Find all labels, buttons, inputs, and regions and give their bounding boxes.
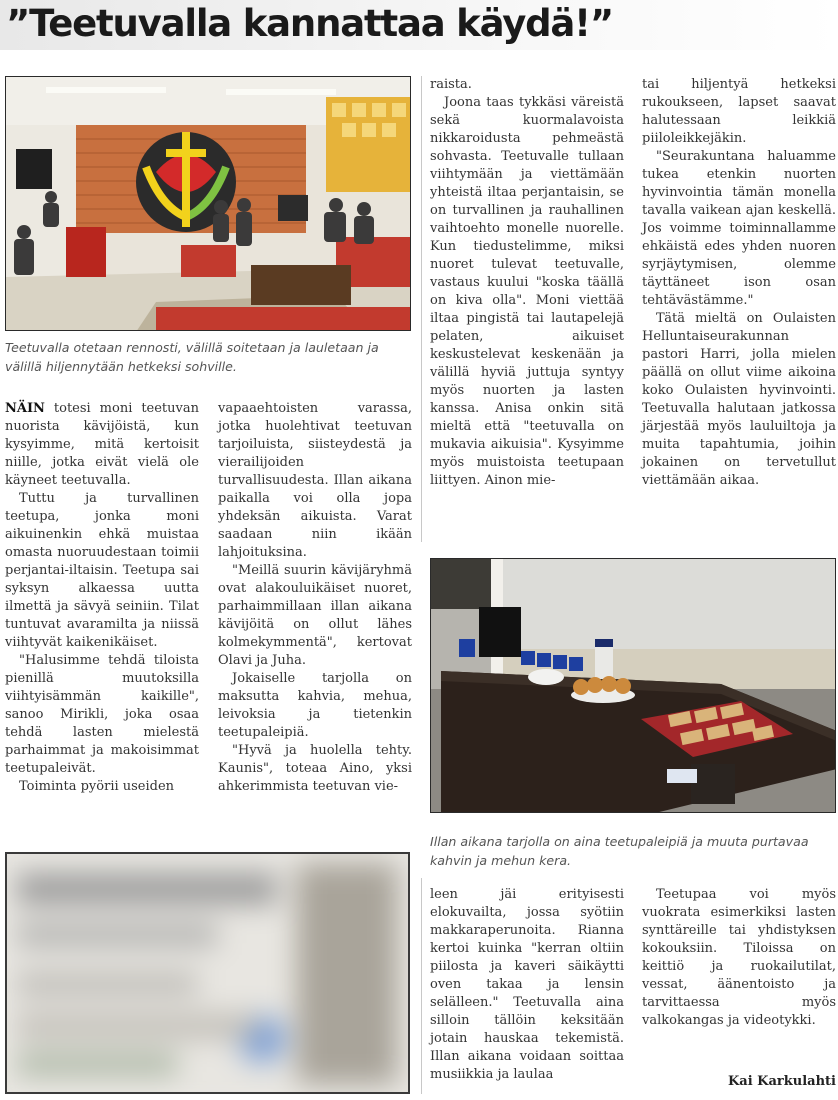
article-paragraph: "Meillä suurin kävijäryhmä ovat alakouluikäiset nuoret, parhaimmillaan illan aikana kävijöitä on ollut lähes kolmekymmentä", kertovat Olavi ja Juha. <box>218 563 412 668</box>
article-paragraph: "Seurakuntana haluamme tukea etenkin nuorten hyvinvointia tämän monella tavalla vaikean ajan keskellä. Jos voimme toiminnallamme ehkäistä edes yhden nuoren syrjäytymisen, olemme täyttäneet ison osan tehtävästämme." <box>642 149 836 308</box>
article-paragraph: "Hyvä ja huolella tehty. Kaunis", toteaa Aino, yksi ahkerimmista teetuvan vie- <box>218 743 412 794</box>
article-column-1 <box>5 400 199 796</box>
article-paragraph: Tuttu ja turvallinen teetupa, jonka moni aikuinenkin ehkä muistaa omasta nuoruudestaan toimii perjantai-iltaisin. Teetupa sai syksyn alkaessa uutta ilmettä ja sävyä seiniin. Tilat tuntuvat avaramilta ja niissä viihtyvät kaikenikäiset. <box>5 491 199 650</box>
column-divider <box>421 878 422 1094</box>
lounge-photo <box>5 76 411 331</box>
article-paragraph: Joona taas tykkäsi väreistä sekä kuormalavoista nikkaroidusta pehmeästä sohvasta. Teetuvalle tullaan viihtymään ja viettämään yhteistä iltaa perjantaisin, se on turvallinen ja rauhallinen vaihtoehto monelle nuorelle. Kun tiedustelimme, miksi nuoret tulevat teetuvalle, vastaus kuului "koska täällä on kiva olla". Moni viettää iltaa pingistä tai lautapelejä pelaten, aikuiset keskustelevat keskenään ja välillä hyviä juttuja syntyy myös nuorten ja lasten kanssa. Anisa onkin sitä mieltä että "teetuvalla on mukavia aikuisia". Kysyimme myös muistoista teetupaan liittyen. Ainon mie- <box>430 95 624 488</box>
blurred-advertisement <box>5 852 410 1094</box>
article-paragraph: Jokaiselle tarjolla on maksutta kahvia, mehua, leivoksia ja tietenkin teetupaleipiä. <box>218 671 412 740</box>
article-column-6 <box>642 886 836 1030</box>
article-column-4 <box>642 76 836 490</box>
lead-word: NÄIN <box>5 401 45 416</box>
article-paragraph: Toiminta pyörii useiden <box>19 779 175 794</box>
article-paragraph: raista. <box>430 77 472 92</box>
headline-bar <box>0 0 838 50</box>
article-paragraph: leen jäi erityisesti elokuvailta, jossa syötiin makkaraperunoita. Rianna kertoi kuinka "kerran oltiin piilosta ja kaveri säikäytti oven takaa ja lensin selälleen." Teetuvalla aina silloin tällöin keksitään jotain hauskaa tekemistä. Illan aikana voidaan soittaa musiikkia ja laulaa <box>430 887 624 1082</box>
article-column-5 <box>430 886 624 1084</box>
article-paragraph: vapaaehtoisten varassa, jotka huolehtivat teetuvan tarjoiluista, siisteydestä ja vierailijoiden turvallisuudesta. Illan aikana paikalla voi olla jopa yhdeksän aikuista. Varat saadaan niin ikään lahjoituksina. <box>218 401 412 560</box>
article-column-2 <box>218 400 412 796</box>
article-paragraph: tai hiljentyä hetkeksi rukoukseen, lapset saavat halutessaan leikkiä piiloleikkejäkin. <box>642 77 836 146</box>
photo-caption-lounge: Teetuvalla otetaan rennosti, välillä soitetaan ja lauletaan ja välillä hiljennytään hetkeksi sohville. <box>5 340 379 374</box>
article-paragraph: Tätä mieltä on Oulaisten Helluntaiseurakunnan pastori Harri, jolla mielen päällä on ollut viime aikoina koko Oulaisten hyvinvointi. Teetuvalla halutaan jatkossa järjestää myös lauluiltoja ja muita tapahtumia, joihin jokainen on tervetullut viettämään aikaa. <box>642 311 836 488</box>
author-signature: Kai Karkulahti <box>728 1074 836 1089</box>
article-paragraph <box>5 400 199 490</box>
paragraph-text: totesi moni teetuvan nuorista kävijöistä, kun kysyimme, mitä kertoisit niille, jotka eivät vielä ole käyneet teetuvalla. <box>5 401 199 488</box>
article-paragraph: Teetupaa voi myös vuokrata esimerkiksi lasten synttäreille tai yhdistyksen kokouksiin. Tiloissa on keittiö ja ruokailutilat, vessat, äänentoisto ja tarvittaessa myös valkokangas ja videotykki. <box>642 887 836 1028</box>
article-paragraph: "Halusimme tehdä tiloista pienillä muutoksilla viihtyisämmän kaikille", sanoo Mirikli, joka osaa tehdä lasten mielestä parhaimmat ja makoisimmat teetupaleivät. <box>5 653 199 776</box>
article-column-3 <box>430 76 624 490</box>
photo-caption-refreshments: Illan aikana tarjolla on aina teetupaleipiä ja muuta purtavaa kahvin ja mehun kera. <box>430 834 809 868</box>
blurred-ad-content <box>5 852 410 1094</box>
refreshments-photo <box>430 558 836 813</box>
column-divider <box>421 76 422 542</box>
article-headline: ”Teetuvalla kannattaa käydä!” <box>6 2 613 45</box>
